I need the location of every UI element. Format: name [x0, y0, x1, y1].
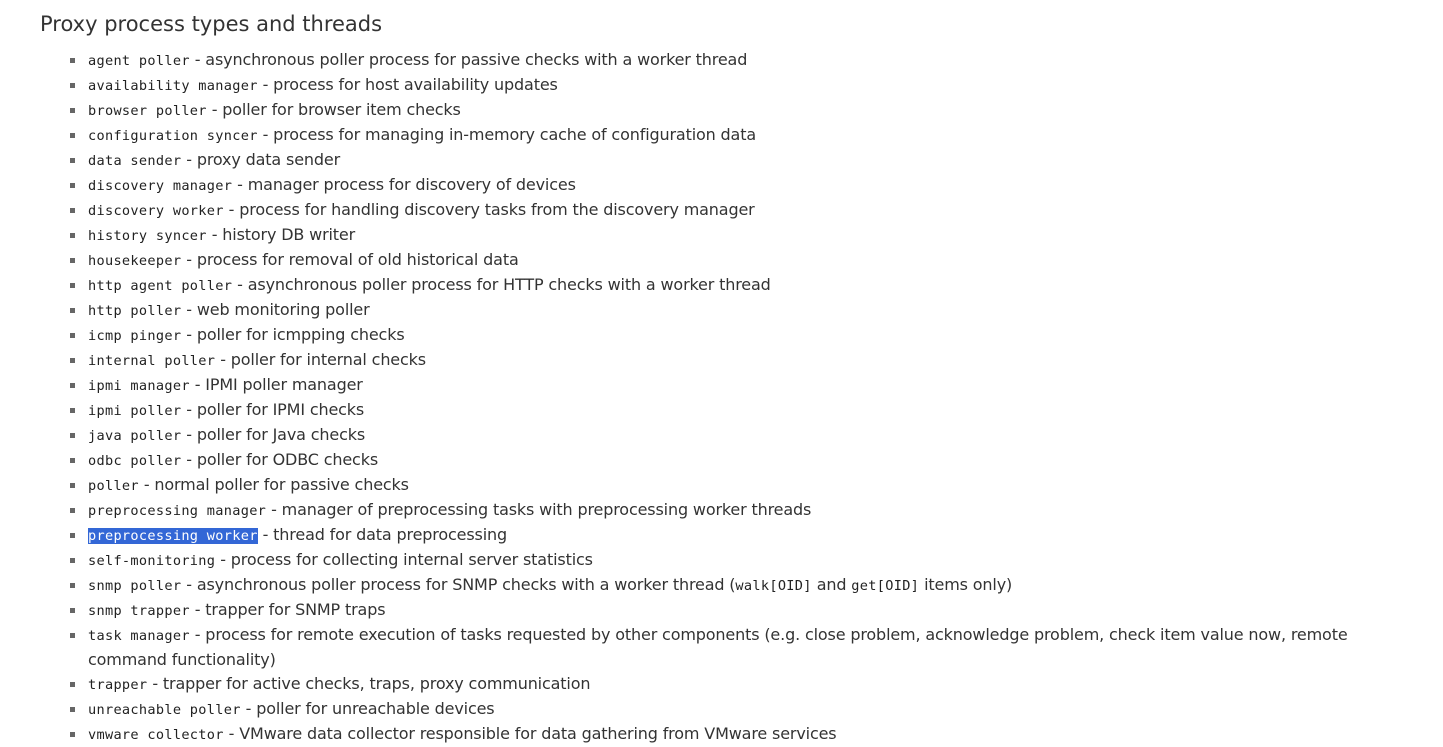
- square-bullet-icon: [70, 408, 75, 413]
- square-bullet-icon: [70, 358, 75, 363]
- list-item: [88, 423, 1420, 448]
- process-name: poller: [88, 478, 139, 494]
- list-item: [88, 722, 1420, 747]
- process-name: odbc poller: [88, 453, 182, 469]
- list-item: [88, 73, 1420, 98]
- process-name: unreachable poller: [88, 702, 241, 718]
- list-item: [88, 598, 1420, 623]
- square-bullet-icon: [70, 608, 75, 613]
- process-name: browser poller: [88, 103, 207, 119]
- process-name: self-monitoring: [88, 553, 216, 569]
- process-description: - process for remote execution of tasks requested by other components (e.g. close problem, acknowledge problem, check item value now, remote command functionality): [88, 625, 1348, 669]
- list-item: [88, 373, 1420, 398]
- square-bullet-icon: [70, 633, 75, 638]
- process-description: - normal poller for passive checks: [138, 475, 409, 494]
- list-item: [88, 498, 1420, 523]
- list-item: [88, 348, 1420, 373]
- square-bullet-icon: [70, 233, 75, 238]
- process-description: - manager of preprocessing tasks with preprocessing worker threads: [266, 500, 812, 519]
- process-description: - process for handling discovery tasks from the discovery manager: [223, 200, 755, 219]
- process-description: - asynchronous poller process for SNMP checks with a worker thread (: [181, 575, 736, 594]
- list-item: [88, 298, 1420, 323]
- square-bullet-icon: [70, 682, 75, 687]
- process-name: preprocessing worker: [88, 528, 258, 544]
- process-description: - history DB writer: [206, 225, 356, 244]
- square-bullet-icon: [70, 133, 75, 138]
- process-description: - process for collecting internal server statistics: [215, 550, 593, 569]
- list-item: [88, 573, 1420, 598]
- process-description: - VMware data collector responsible for data gathering from VMware services: [223, 724, 837, 743]
- process-description: - poller for internal checks: [215, 350, 426, 369]
- square-bullet-icon: [70, 308, 75, 313]
- list-item: [88, 672, 1420, 697]
- process-name: agent poller: [88, 53, 190, 69]
- square-bullet-icon: [70, 58, 75, 63]
- process-description: - poller for icmpping checks: [181, 325, 405, 344]
- process-name: data sender: [88, 153, 182, 169]
- section-title: Proxy process types and threads: [40, 12, 383, 36]
- process-name: discovery worker: [88, 203, 224, 219]
- process-name: snmp trapper: [88, 603, 190, 619]
- list-item: [88, 248, 1420, 273]
- square-bullet-icon: [70, 533, 75, 538]
- list-item: [88, 548, 1420, 573]
- process-name: ipmi poller: [88, 403, 182, 419]
- process-type-list: [40, 48, 1420, 747]
- process-name: discovery manager: [88, 178, 233, 194]
- process-name: icmp pinger: [88, 328, 182, 344]
- process-description: - poller for unreachable devices: [240, 699, 495, 718]
- item-key: get[OID]: [851, 578, 920, 594]
- square-bullet-icon: [70, 258, 75, 263]
- square-bullet-icon: [70, 508, 75, 513]
- process-name: history syncer: [88, 228, 207, 244]
- process-name: preprocessing manager: [88, 503, 267, 519]
- process-description: - poller for ODBC checks: [181, 450, 379, 469]
- square-bullet-icon: [70, 208, 75, 213]
- process-description: - asynchronous poller process for passive checks with a worker thread: [189, 50, 748, 69]
- list-item: [88, 223, 1420, 248]
- process-name: task manager: [88, 628, 190, 644]
- square-bullet-icon: [70, 483, 75, 488]
- process-name: ipmi manager: [88, 378, 190, 394]
- square-bullet-icon: [70, 108, 75, 113]
- process-name: trapper: [88, 677, 148, 693]
- list-item: [88, 523, 1420, 548]
- list-item: [88, 323, 1420, 348]
- list-item: [88, 623, 1420, 672]
- square-bullet-icon: [70, 283, 75, 288]
- process-description: - poller for browser item checks: [206, 100, 461, 119]
- process-description-part: and: [811, 575, 852, 594]
- square-bullet-icon: [70, 583, 75, 588]
- square-bullet-icon: [70, 333, 75, 338]
- list-item: [88, 448, 1420, 473]
- process-description: - trapper for active checks, traps, proxy communication: [147, 674, 591, 693]
- square-bullet-icon: [70, 458, 75, 463]
- square-bullet-icon: [70, 83, 75, 88]
- list-item: [88, 148, 1420, 173]
- process-description: - thread for data preprocessing: [257, 525, 508, 544]
- process-description-part: items only): [919, 575, 1013, 594]
- list-item: [88, 273, 1420, 298]
- item-key: walk[OID]: [735, 578, 812, 594]
- process-description: - process for managing in-memory cache of configuration data: [257, 125, 756, 144]
- square-bullet-icon: [70, 183, 75, 188]
- list-item: [88, 48, 1420, 73]
- process-description: - poller for IPMI checks: [181, 400, 365, 419]
- process-name: housekeeper: [88, 253, 182, 269]
- list-item: [88, 123, 1420, 148]
- list-item: [88, 173, 1420, 198]
- document-section: [40, 10, 1420, 747]
- process-description: - process for removal of old historical data: [181, 250, 519, 269]
- process-name: http agent poller: [88, 278, 233, 294]
- list-item: [88, 398, 1420, 423]
- process-name: availability manager: [88, 78, 258, 94]
- list-item: [88, 697, 1420, 722]
- process-description: - poller for Java checks: [181, 425, 366, 444]
- list-item: [88, 198, 1420, 223]
- process-name: snmp poller: [88, 578, 182, 594]
- list-item: [88, 98, 1420, 123]
- square-bullet-icon: [70, 433, 75, 438]
- square-bullet-icon: [70, 558, 75, 563]
- process-description: - process for host availability updates: [257, 75, 558, 94]
- process-description: - asynchronous poller process for HTTP checks with a worker thread: [232, 275, 771, 294]
- process-description: - trapper for SNMP traps: [189, 600, 386, 619]
- process-description: - proxy data sender: [181, 150, 341, 169]
- process-name: java poller: [88, 428, 182, 444]
- square-bullet-icon: [70, 158, 75, 163]
- process-name: vmware collector: [88, 727, 224, 743]
- process-name: http poller: [88, 303, 182, 319]
- process-name: internal poller: [88, 353, 216, 369]
- list-item: [88, 473, 1420, 498]
- square-bullet-icon: [70, 732, 75, 737]
- square-bullet-icon: [70, 383, 75, 388]
- process-description: - IPMI poller manager: [189, 375, 363, 394]
- process-name: configuration syncer: [88, 128, 258, 144]
- process-description: - manager process for discovery of devices: [232, 175, 576, 194]
- process-description: - web monitoring poller: [181, 300, 370, 319]
- square-bullet-icon: [70, 707, 75, 712]
